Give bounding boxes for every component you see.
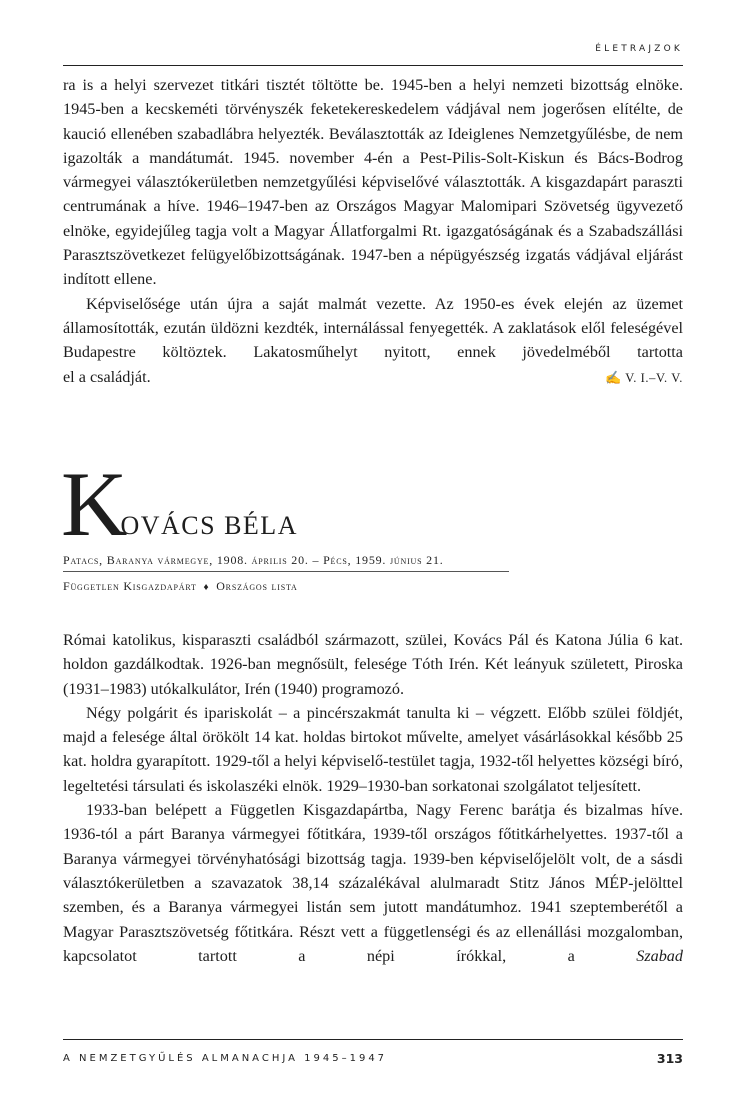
birth-death-line: Patacs, Baranya vármegye, 1908. április 20. – Pécs, 1959. június 21. [63, 553, 444, 567]
paragraph: Római katolikus, kisparaszti családból származott, szülei, Kovács Pál és Katona Júlia 6 kat. holdon gazdálkodtak. 1926-ban megnősült, felesége Tóth Irén. Két leányuk született, Piroska (1931–1983) utókalkulátor, Irén (1940) programozó. [63, 631, 683, 698]
paragraph-last-line [63, 365, 683, 390]
header-rule [63, 65, 683, 66]
drop-cap-letter: K [61, 453, 124, 555]
paragraph: Képviselősége után újra a saját malmát vezette. Az 1950-es évek elején az üzemet államosították, ezután üldözni kezdték, internálással fenyegették. A zaklatások elől feleségével Budapestre költöztek. Lakatosműhelyt nyitott, ennek jövedelméből tartotta [63, 294, 683, 362]
list-type: Országos lista [216, 579, 298, 593]
paragraph-text: 1933-ban belépett a Független Kisgazdapártba, Nagy Ferenc barátja és bizalmas híve. 1936-tól a párt Baranya vármegyei főtitkára, 1939-től országos főtitkárhelyettes. 1937-től a Baranya vármegyei törvényhatósági bizottság tagja. 1939-ben képviselőjelölt volt, de a sásdi választókerületben a szavazatok 38,14 százalékával alulmaradt Stitz János MÉP-jelölttel szemben, és a Baranya vármegyei listán sem jutott mandátumhoz. 1941 szeptemberétől a Magyar Parasztszövetség főtitkára. Részt vett a függetlenségi és az ellenállási mozgalomban, kapcsolatot tartott a népi írókkal, a [63, 801, 683, 965]
paragraph [63, 798, 683, 968]
paragraph: Négy polgárit és ipariskolát – a pincérszakmát tanulta ki – végzett. Előbb szülei földjét, majd a felesége által örökölt 14 kat. holdas birtokot művelte, amelyet vásárlásokkal később 25 kat. holdra gyarapított. 1929-től a helyi képviselő-testület tagja, 1932-től helyettes községi bíró, legeltetési társulati és iskolaszéki elnök. 1929–1930-ban sorkatonai szolgálatot teljesített. [63, 703, 683, 795]
party-name: Független Kisgazdapárt [63, 579, 197, 593]
paragraph-end: el a családját. [63, 367, 151, 386]
page-number: 313 [656, 1051, 683, 1066]
book-page [63, 0, 683, 1112]
author-initials: V. I.–V. V. [625, 370, 683, 385]
entry-title [61, 453, 298, 555]
entry-name: OVÁCS BÉLA [120, 511, 298, 540]
italic-title: Szabad [636, 946, 683, 965]
diamond-separator-icon: ♦ [203, 582, 210, 593]
paragraph: ra is a helyi szervezet titkári tisztét töltötte be. 1945-ben a helyi nemzeti bizottság elnöke. 1945-ben a kecskeméti törvényszék feketekereskedelem vádjával nem jogerősen elítélte, de kaució ellenében szabadlábra helyezték. Beválasztották az Ideiglenes Nemzetgyűlésbe, de nem igazolták a mandátumát. 1945. november 4-én a Pest-Pilis-Solt-Kiskun és Bács-Bodrog vármegyei választókerületben nemzetgyűlési képviselővé választották. A kisgazdapárt paraszti centrumának a híve. 1946–1947-ben az Országos Magyar Malomipari Szövetség ügyvezető elnöke, egyidejűleg tagja volt a Magyar Állatforgalmi Rt. igazgatóságának és a Szabadszállási Parasztszövetkezet felügyelőbizottságának. 1947-ben a népügyészség izgatás vádjával eljárást indított ellene. [63, 76, 683, 289]
writing-hand-icon: ✍ [605, 369, 623, 385]
entry-rule [63, 571, 509, 572]
running-head: ÉLETRAJZOK [595, 44, 683, 54]
footer-rule [63, 1039, 683, 1040]
party-affiliation [63, 579, 298, 594]
running-foot: A NEMZETGYŰLÉS ALMANACHJA 1945–1947 [63, 1053, 388, 1064]
entry-biography [63, 628, 683, 968]
author-signature [605, 366, 683, 390]
previous-entry-text [63, 73, 683, 390]
